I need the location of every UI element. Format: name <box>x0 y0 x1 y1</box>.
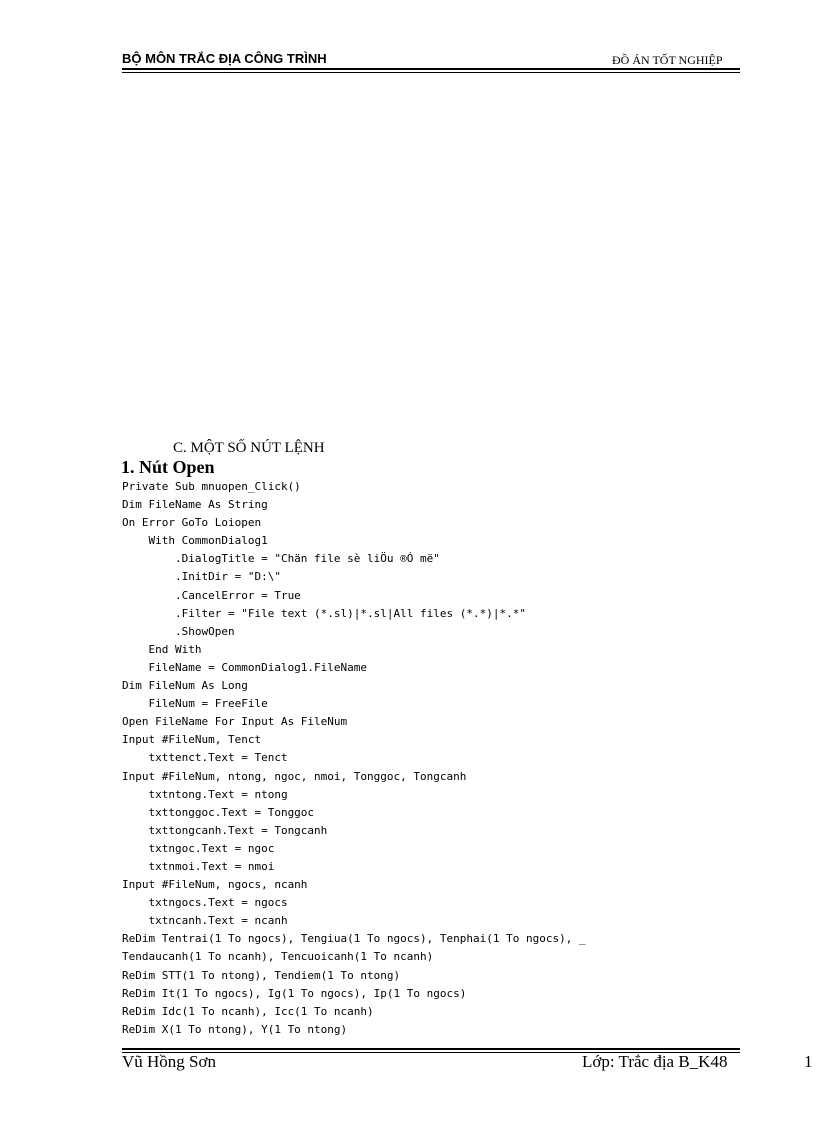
code-line: .ShowOpen <box>122 624 235 638</box>
code-line: ReDim STT(1 To ntong), Tendiem(1 To ntong) <box>122 968 401 982</box>
footer-rule-thick <box>122 1048 740 1050</box>
code-line: On Error GoTo Loiopen <box>122 516 262 530</box>
code-line: End With <box>122 642 202 656</box>
code-line: txtntong.Text = ntong <box>122 787 288 801</box>
code-line: txttongcanh.Text = Tongcanh <box>122 823 328 837</box>
code-line: Input #FileNum, ntong, ngoc, nmoi, Tonggoc, Tongcanh <box>122 769 467 783</box>
code-line: .InitDir = "D:\" <box>122 570 281 584</box>
header-document-type: ĐỒ ÁN TỐT NGHIỆP <box>612 53 723 67</box>
code-line: txtngocs.Text = ngocs <box>122 896 288 910</box>
code-line: ReDim It(1 To ngocs), Ig(1 To ngocs), Ip(1 To ngocs) <box>122 986 467 1000</box>
code-line: Input #FileNum, ngocs, ncanh <box>122 878 308 892</box>
page-number: 1 <box>804 1052 813 1071</box>
footer-author: Vũ Hồng Sơn <box>122 1052 216 1071</box>
header-rule-thin <box>122 72 740 73</box>
code-line: Dim FileNum As Long <box>122 679 248 693</box>
code-line: ReDim Tentrai(1 To ngocs), Tengiua(1 To ngocs), Tenphai(1 To ngocs), _ <box>122 932 586 946</box>
code-line: ReDim Idc(1 To ncanh), Icc(1 To ncanh) <box>122 1004 374 1018</box>
code-line: txtngoc.Text = ngoc <box>122 841 275 855</box>
code-block <box>122 478 586 1039</box>
header-rule-thick <box>122 68 740 70</box>
footer-class: Lớp: Trắc địa B_K48 <box>582 1052 728 1071</box>
code-line: txtncanh.Text = ncanh <box>122 914 288 928</box>
code-line: Open FileName For Input As FileNum <box>122 715 348 729</box>
code-line: Dim FileName As String <box>122 498 268 512</box>
header-department: BỘ MÔN TRẮC ĐỊA CÔNG TRÌNH <box>122 51 327 66</box>
code-line: Private Sub mnuopen_Click() <box>122 480 301 493</box>
subsection-title: 1. Nút Open <box>121 457 215 477</box>
code-line: .CancelError = True <box>122 588 301 602</box>
code-line: With CommonDialog1 <box>122 534 268 548</box>
code-line: txttonggoc.Text = Tonggoc <box>122 805 315 819</box>
code-line: ReDim X(1 To ntong), Y(1 To ntong) <box>122 1022 348 1036</box>
code-line: .Filter = "File text (*.sl)|*.sl|All files (*.*)|*.*" <box>122 606 526 620</box>
code-line: txttenct.Text = Tenct <box>122 751 288 765</box>
section-title: C. MỘT SỐ NÚT LỆNH <box>173 440 325 456</box>
code-line: Input #FileNum, Tenct <box>122 733 262 747</box>
code-line: Tendaucanh(1 To ncanh), Tencuoicanh(1 To ncanh) <box>122 950 434 964</box>
code-line: FileName = CommonDialog1.FileName <box>122 660 368 674</box>
code-line: txtnmoi.Text = nmoi <box>122 859 275 873</box>
code-line: FileNum = FreeFile <box>122 697 268 711</box>
code-line: .DialogTitle = "Chän file sè liÖu ®Ó më" <box>122 552 440 566</box>
